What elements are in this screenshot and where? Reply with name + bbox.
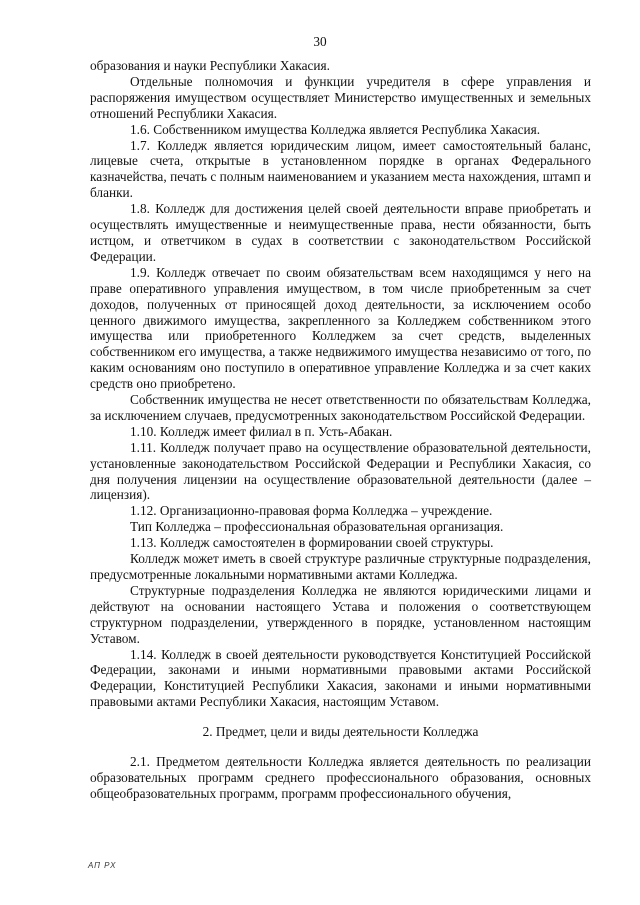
paragraph-1-6: 1.6. Собственником имущества Колледжа является Республика Хакасия. bbox=[130, 121, 541, 137]
paragraph-continuation: образования и науки Республики Хакасия. bbox=[90, 58, 330, 73]
paragraph-1-13: 1.13. Колледж самостоятелен в формировании своей структуры. bbox=[130, 535, 494, 551]
paragraph-structural-units-status: Структурные подразделения Колледжа не являются юридическими лицами и действуют на основании настоящего Устава и положения о соответствующем структурном подразделении, утвержденного в порядке, установленном настоящим Уставом. bbox=[90, 582, 591, 646]
paragraph-owner-liability: Собственник имущества не несет ответственности по обязательствам Колледжа, за исключением случаев, предусмотренных законодательством Российской Федерации. bbox=[90, 392, 591, 423]
paragraph-1-9: 1.9. Колледж отвечает по своим обязательствам всем находящимся у него на праве оперативного управления имуществом, в том числе приобретенным за счет доходов, полученных от приносящей доход деятельности, за исключением особо ценного движимого имущества, закрепленного за Колледжем собственником этого имущества или приобретенного Колледжем за счет средств, выделенных собственником его имущества, а также недвижимого имущества независимо от того, по каким основаниям оно поступило в оперативное управление Колледжа и за счет каких средств оно приобретено. bbox=[90, 264, 591, 392]
paragraph-1-8: 1.8. Колледж для достижения целей своей деятельности вправе приобретать и осуществлять имущественные и неимущественные права, нести обязанности, быть истцом, и ответчиком в судах в соответствии с законодательством Российской Федерации. bbox=[90, 201, 591, 264]
paragraph-founder-powers: Отдельные полномочия и функции учредителя в сфере управления и распоряжения имуществом осуществляет Министерство имущественных и земельных отношений Республики Хакасия. bbox=[90, 73, 591, 121]
footer-stamp: АП РХ bbox=[88, 861, 117, 870]
paragraph-1-10: 1.10. Колледж имеет филиал в п. Усть-Абакан. bbox=[130, 423, 393, 439]
paragraph-1-11: 1.11. Колледж получает право на осуществление образовательной деятельности, установленные законодательством Российской Федерации и Республики Хакасия, со дня получения лицензии на осуществление образовательной деятельности (далее – лицензия). bbox=[90, 439, 591, 503]
page-number: 30 bbox=[313, 34, 327, 49]
paragraph-2-1: 2.1. Предметом деятельности Колледжа является деятельность по реализации образовательных программ среднего профессионального образования, основных общеобразовательных программ, программ профессионального обучения, bbox=[90, 754, 591, 801]
paragraph-1-7: 1.7. Колледж является юридическим лицом, имеет самостоятельный баланс, лицевые счета, открытые в установленном порядке в органах Федерального казначейства, печать с полным наименованием и указанием места нахождения, штамп и бланки. bbox=[90, 137, 591, 201]
paragraph-college-type: Тип Колледжа – профессиональная образовательная организация. bbox=[130, 519, 504, 535]
paragraph-structural-units: Колледж может иметь в своей структуре различные структурные подразделения, предусмотренные локальными нормативными актами Колледжа. bbox=[90, 551, 591, 582]
paragraph-1-14: 1.14. Колледж в своей деятельности руководствуется Конституцией Российской Федерации, законами и иными нормативными правовыми актами Российской Федерации, Конституцией Республики Хакасия, законами и иными нормативными правовыми актами Республики Хакасия, настоящим Уставом. bbox=[90, 646, 591, 710]
section-heading: 2. Предмет, цели и виды деятельности Колледжа bbox=[202, 724, 479, 740]
document-body bbox=[90, 58, 591, 802]
paragraph-1-12: 1.12. Организационно-правовая форма Колледжа – учреждение. bbox=[130, 503, 493, 519]
